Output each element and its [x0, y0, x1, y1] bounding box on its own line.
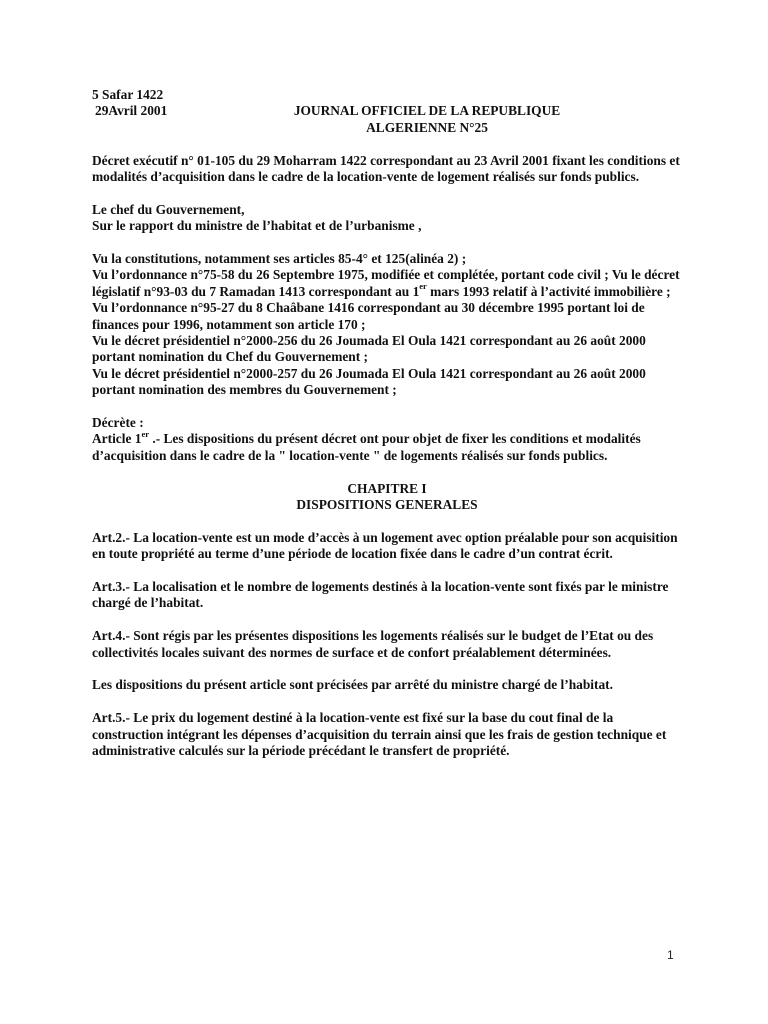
visa-decret-93-03-tail: mars 1993 relatif à l’activité immobilière ; — [426, 283, 671, 299]
header-dates — [92, 87, 262, 136]
article-1-block — [92, 415, 682, 464]
decrete-label: Décrète : — [92, 415, 144, 431]
document-header — [92, 87, 682, 136]
visa-ordonnance-75-58 — [92, 267, 682, 300]
visas-block — [92, 251, 682, 399]
decree-title: Décret exécutif n° 01-105 du 29 Moharram 1422 correspondant au 23 Avril 2001 fixant les conditions et modalités d’acquisition dans le cadre de la location-vente de logement réalisés sur fonds publics. — [92, 152, 680, 184]
article-1-prefix: Article 1 — [92, 431, 142, 447]
preamble-chef: Le chef du Gouvernement, — [92, 201, 245, 217]
date-gregorian: 29Avril 2001 — [95, 103, 168, 119]
article-1-text: .- Les dispositions du présent décret ont pour objet de fixer les conditions et modalités d’acquisition dans le cadre de la " location-vente " de logements réalisés sur fonds publics. — [92, 431, 641, 463]
article-2: Art.2.- La location-vente est un mode d’accès à un logement avec option préalable pour son acquisition en toute propriété au terme d’une période de location fixée dans le cadre d’un contrat écrit. — [92, 529, 678, 562]
chapter-title: DISPOSITIONS GENERALES — [296, 497, 478, 513]
chapter-heading — [92, 481, 682, 514]
page-number: 1 — [667, 948, 674, 962]
visa-ordonnance-95-27: Vu l’ordonnance n°95-27 du 8 Chaâbane 1416 correspondant au 30 décembre 1995 portant loi de finances pour 1996, notamment son article 170 ; — [92, 300, 645, 332]
preamble-rapport: Sur le rapport du ministre de l’habitat et de l’urbanisme , — [92, 218, 422, 234]
superscript-er: er — [419, 281, 427, 292]
date-hijri: 5 Safar 1422 — [92, 87, 164, 102]
article-3: Art.3.- La localisation et le nombre de logements destinés à la location-vente sont fixés par le ministre chargé de l’habitat. — [92, 579, 669, 611]
visa-constitution: Vu la constitutions, notamment ses articles 85-4° et 125(alinéa 2) ; — [92, 251, 467, 266]
chapter-number: CHAPITRE I — [347, 480, 427, 496]
journal-title — [262, 103, 592, 136]
preamble — [92, 202, 682, 235]
visa-decret-2000-257: Vu le décret présidentiel n°2000-257 du 26 Joumada El Oula 1421 correspondant au 26 août 2000 portant nomination des membres du Gouvernement ; — [92, 365, 646, 398]
article-1-superscript: er — [141, 428, 149, 439]
article-4: Art.4.- Sont régis par les présentes dispositions les logements réalisés sur le budget de l’Etat ou des collectivités locales suivant des normes de surface et de confort préalablement déterminées. — [92, 628, 654, 660]
article-1 — [92, 428, 682, 464]
visa-ordonnance-75-58-text: Vu l’ordonnance n°75-58 du 26 Septembre 1975, modifiée et complétée, portant code civil ; Vu le décret législatif n°93-03 du 7 Ramadan 1413 correspondant au 1 — [92, 267, 680, 299]
article-5: Art.5.- Le prix du logement destiné à la location-vente est fixé sur la base du cout final de la construction intégrant les dépenses d’acquisition du terrain ainsi que les frais de gestion technique et administrative calculés sur la période précédant le transfert de propriété. — [92, 710, 667, 759]
journal-title-line1: JOURNAL OFFICIEL DE LA REPUBLIQUE — [293, 103, 561, 119]
visa-decret-2000-256: Vu le décret présidentiel n°2000-256 du 26 Joumada El Oula 1421 correspondant au 26 août 2000 portant nomination du Chef du Gouvernement ; — [92, 333, 646, 365]
document-body — [92, 87, 682, 759]
journal-title-line2: ALGERIENNE N°25 — [366, 119, 488, 135]
article-4-note: Les dispositions du présent article sont précisées par arrêté du ministre chargé de l’habitat. — [92, 677, 613, 693]
